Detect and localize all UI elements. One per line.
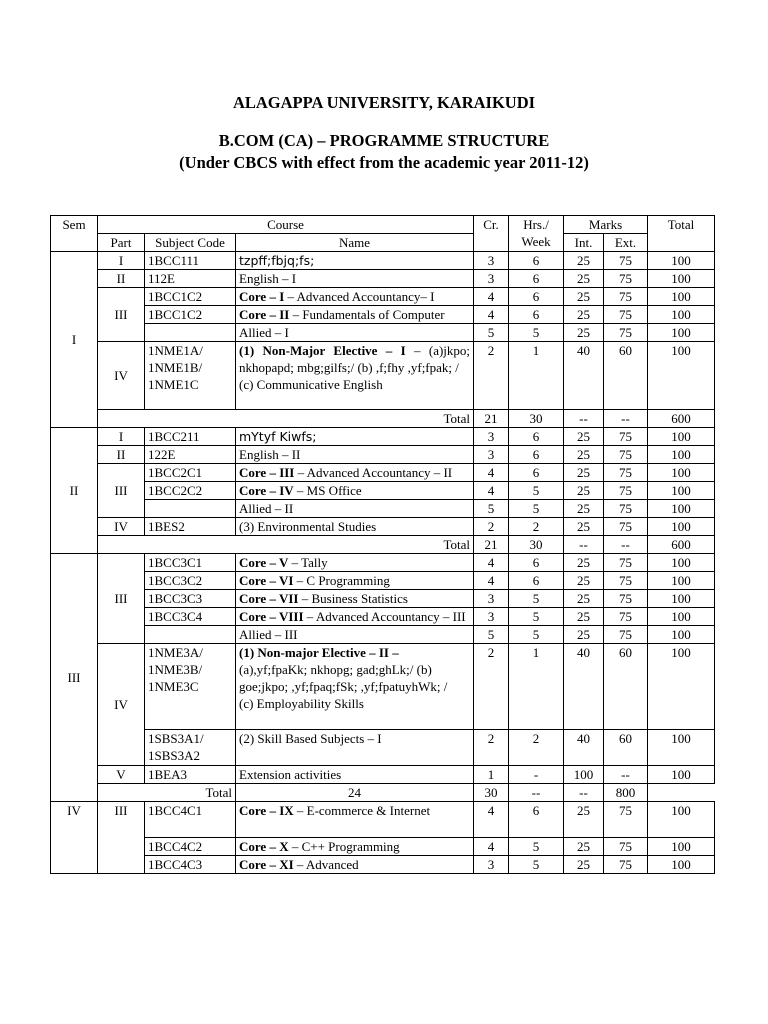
programme-structure-table <box>50 215 715 874</box>
header-course: Course <box>98 216 474 234</box>
course-name: Core – IX – E-commerce & Internet <box>236 802 474 838</box>
document-header <box>0 92 768 174</box>
course-name: Allied – III <box>236 626 474 644</box>
table-row: III 1BCC2C1 Core – III – Advanced Accountancy – II 4 6 25 75 100 <box>51 464 715 482</box>
table-row: IV 1BES2 (3) Environmental Studies 2 2 25 75 100 <box>51 518 715 536</box>
table-row: III III 1BCC3C1 Core – V – Tally 4 6 25 75 100 <box>51 554 715 572</box>
course-name: Core – IV – MS Office <box>236 482 474 500</box>
semester-label: III <box>51 554 98 802</box>
course-name: Extension activities <box>236 766 474 784</box>
header-total: Total <box>648 216 715 252</box>
table-row: V 1BEA3 Extension activities 1 - 100 -- 100 <box>51 766 715 784</box>
table-subheader-row <box>51 234 715 252</box>
header-sem: Sem <box>51 216 98 252</box>
table-row: 1BCC2C2 Core – IV – MS Office 4 5 25 75 100 <box>51 482 715 500</box>
header-marks: Marks <box>564 216 648 234</box>
course-name: Core – X – C++ Programming <box>236 838 474 856</box>
total-row: Total 24 30 -- -- 800 <box>51 784 715 802</box>
total-row: Total 21 30 -- -- 600 <box>51 536 715 554</box>
programme-title: B.COM (CA) – PROGRAMME STRUCTURE <box>218 131 550 150</box>
course-name: (1) Non-Major Elective – I – (a)jkpo; nkhopapd; mbg;gilfs;/ (b) ,f;fhy ,yf;fpak; / (c) Communicative English <box>236 342 474 410</box>
table-row: 1BCC3C2 Core – VI – C Programming 4 6 25 75 100 <box>51 572 715 590</box>
table-row: II 122E English – II 3 6 25 75 100 <box>51 446 715 464</box>
header-credits: Cr. <box>474 216 509 252</box>
table-row: II I 1BCC211 mYtyf Kiwfs; 3 6 25 75 100 <box>51 428 715 446</box>
table-row: Allied – III 5 5 25 75 100 <box>51 626 715 644</box>
course-name: Core – V – Tally <box>236 554 474 572</box>
course-name: Core – III – Advanced Accountancy – II <box>236 464 474 482</box>
course-name: Core – II – Fundamentals of Computer <box>236 306 474 324</box>
total-row: Total 21 30 -- -- 600 <box>51 410 715 428</box>
course-name: mYtyf Kiwfs; <box>236 428 474 446</box>
course-name: English – I <box>236 270 474 288</box>
course-name: English – II <box>236 446 474 464</box>
university-title: ALAGAPPA UNIVERSITY, KARAIKUDI <box>232 93 536 112</box>
course-name: Core – XI – Advanced <box>236 856 474 874</box>
semester-label: IV <box>51 802 98 874</box>
semester-label: II <box>51 428 98 554</box>
table-row: 1BCC4C2 Core – X – C++ Programming 4 5 25 75 100 <box>51 838 715 856</box>
header-int: Int. <box>564 234 604 252</box>
header-hours: Hrs./ Week <box>509 216 564 252</box>
course-name: Core – VIII – Advanced Accountancy – III <box>236 608 474 626</box>
table-row: IV III 1BCC4C1 Core – IX – E-commerce & Internet 4 6 25 75 100 <box>51 802 715 838</box>
header-name: Name <box>236 234 474 252</box>
table-row: I I 1BCC111 tzpff;fbjq;fs; 3 6 25 75 100 <box>51 252 715 270</box>
table-row: 1BCC4C3 Core – XI – Advanced 3 5 25 75 100 <box>51 856 715 874</box>
table-row: IV 1NME3A/ 1NME3B/ 1NME3C (1) Non-major Elective – II – (a),yf;fpaKk; nkhopg; gad;ghLk;/ (b) goe;jkpo; ,yf;fpaq;fSk; ,yf;fpatuyhWk; / (c) Employability Skills 2 1 40 60 100 <box>51 644 715 730</box>
table-row: 1BCC3C4 Core – VIII – Advanced Accountancy – III 3 5 25 75 100 <box>51 608 715 626</box>
course-name: Core – I – Advanced Accountancy– I <box>236 288 474 306</box>
course-name: Allied – I <box>236 324 474 342</box>
table-row: 1SBS3A1/ 1SBS3A2 (2) Skill Based Subjects – I 2 2 40 60 100 <box>51 730 715 766</box>
course-name: Core – VI – C Programming <box>236 572 474 590</box>
course-name: Allied – II <box>236 500 474 518</box>
table-row: Allied – I 5 5 25 75 100 <box>51 324 715 342</box>
course-name: tzpff;fbjq;fs; <box>236 252 474 270</box>
table-header-row <box>51 216 715 234</box>
programme-subtitle: (Under CBCS with effect from the academic year 2011-12) <box>179 153 589 172</box>
header-ext: Ext. <box>604 234 648 252</box>
semester-label: I <box>51 252 98 428</box>
table-row: 1BCC1C2 Core – II – Fundamentals of Computer 4 6 25 75 100 <box>51 306 715 324</box>
course-name: (3) Environmental Studies <box>236 518 474 536</box>
course-name: (1) Non-major Elective – II – (a),yf;fpaKk; nkhopg; gad;ghLk;/ (b) goe;jkpo; ,yf;fpaq;fSk; ,yf;fpatuyhWk; / (c) Employability Skills <box>236 644 474 730</box>
table-row: II 112E English – I 3 6 25 75 100 <box>51 270 715 288</box>
course-name: (2) Skill Based Subjects – I <box>236 730 474 766</box>
table-row: IV 1NME1A/ 1NME1B/ 1NME1C (1) Non-Major Elective – I – (a)jkpo; nkhopapd; mbg;gilfs;/ (b) ,f;fhy ,yf;fpak; / (c) Communicative English 2 1 40 60 100 <box>51 342 715 410</box>
table-row: 1BCC3C3 Core – VII – Business Statistics 3 5 25 75 100 <box>51 590 715 608</box>
header-subject-code: Subject Code <box>145 234 236 252</box>
course-name: Core – VII – Business Statistics <box>236 590 474 608</box>
header-part: Part <box>98 234 145 252</box>
table-row: III 1BCC1C2 Core – I – Advanced Accountancy– I 4 6 25 75 100 <box>51 288 715 306</box>
table-row: Allied – II 5 5 25 75 100 <box>51 500 715 518</box>
